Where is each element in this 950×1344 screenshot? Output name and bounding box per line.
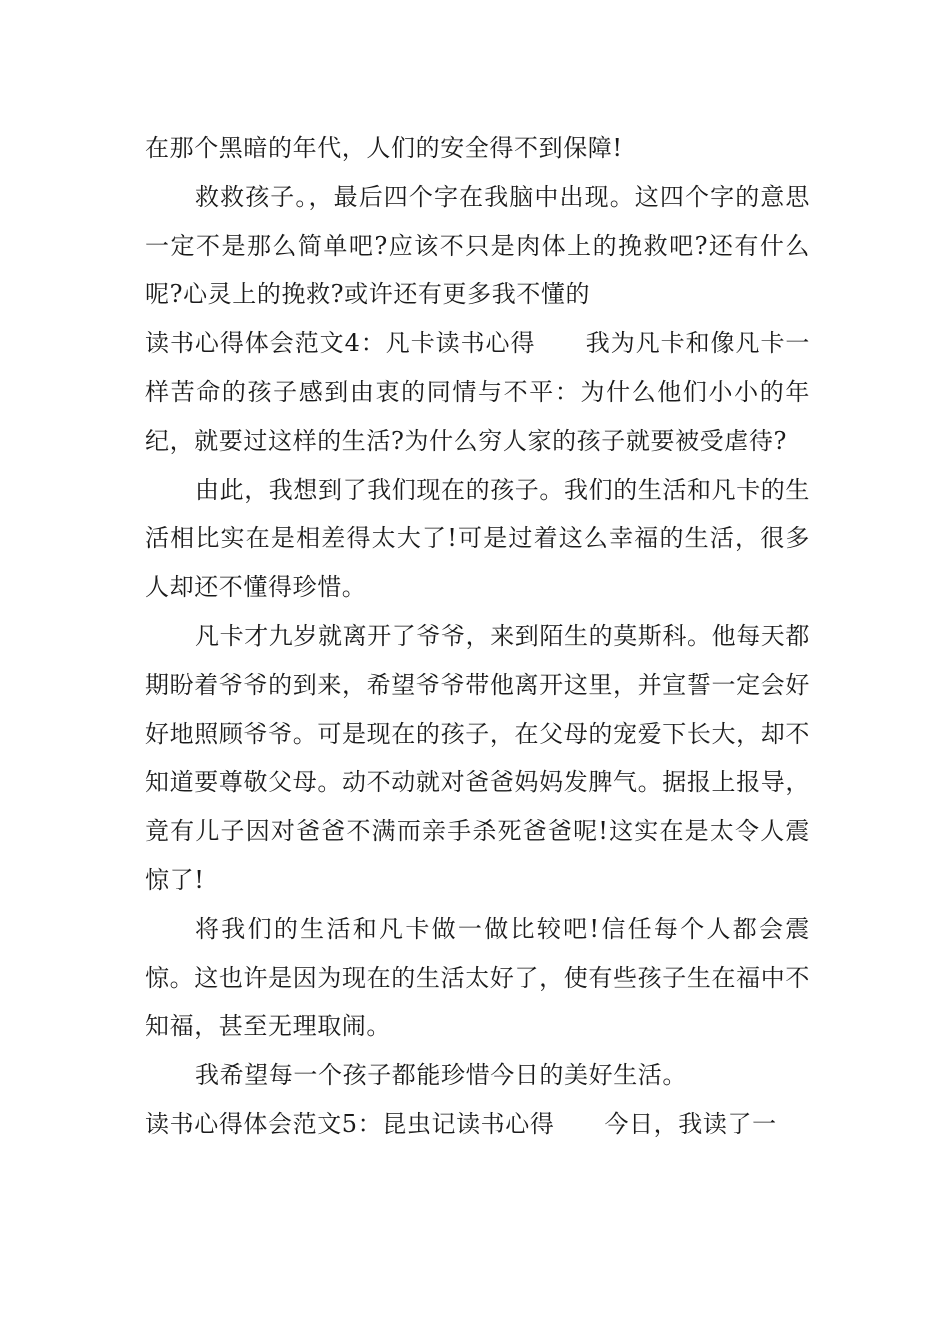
section-heading: 读书心得体会范文4：凡卡读书心得 <box>145 329 536 358</box>
paragraph <box>145 905 810 1051</box>
section-paragraph <box>145 1100 810 1149</box>
paragraph-text: 由此，我想到了我们现在的孩子。我们的生活和凡卡的生活相比实在是相差得太大了!可是过着这么幸福的生活，很多人却还不懂得珍惜。 <box>145 475 810 602</box>
paragraph <box>145 612 810 905</box>
paragraph <box>145 1051 810 1100</box>
paragraph <box>145 124 810 173</box>
paragraph-text: 救救孩子。，最后四个字在我脑中出现。这四个字的意思一定不是那么简单吧?应该不只是肉体上的挽救吧?还有什么呢?心灵上的挽救?或许还有更多我不懂的 <box>145 182 810 309</box>
paragraph-text: 凡卡才九岁就离开了爷爷，来到陌生的莫斯科。他每天都期盼着爷爷的到来，希望爷爷带他离开这里，并宣誓一定会好好地照顾爷爷。可是现在的孩子，在父母的宠爱下长大，却不知道要尊敬父母。动不动就对爸爸妈妈发脾气。据报上报导，竟有儿子因对爸爸不满而亲手杀死爸爸呢!这实在是太令人震惊了! <box>145 621 810 894</box>
paragraph-text: 我为凡卡和像凡卡一样苦命的孩子感到由衷的同情与不平：为什么他们小小的年纪，就要过这样的生活?为什么穷人家的孩子就要被受虐待? <box>145 329 810 455</box>
section-heading: 读书心得体会范文5：昆虫记读书心得 <box>145 1109 555 1138</box>
paragraph-text: 今日，我读了一 <box>604 1109 777 1138</box>
paragraph <box>145 466 810 612</box>
paragraph-text: 将我们的生活和凡卡做一做比较吧!信任每个人都会震惊。这也许是因为现在的生活太好了，使有些孩子生在福中不知福，甚至无理取闹。 <box>145 914 810 1041</box>
document-body <box>145 124 810 1149</box>
paragraph-text: 我希望每一个孩子都能珍惜今日的美好生活。 <box>195 1061 687 1090</box>
paragraph <box>145 173 810 319</box>
paragraph-text: 在那个黑暗的年代，人们的安全得不到保障! <box>145 134 623 162</box>
section-paragraph <box>145 319 810 465</box>
